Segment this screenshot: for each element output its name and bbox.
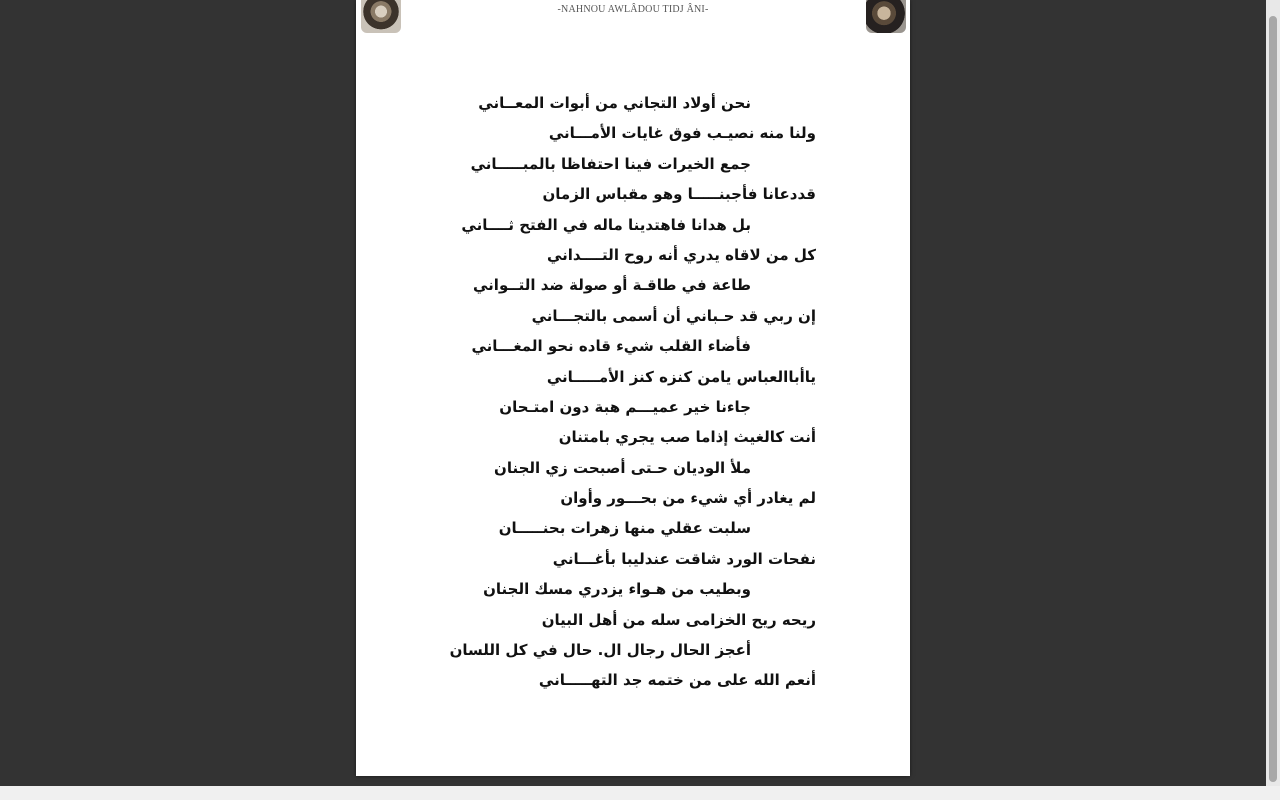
portrait-right-image <box>866 0 906 33</box>
verse-line: أعجز الحال رجال ال. حال في كل اللسان <box>449 641 751 660</box>
verse-line: ريحه ريح الخزامى سله من أهل البيان <box>541 610 816 629</box>
verse-line: طاعة في طاقـة أو صولة ضد التــواني <box>473 276 751 295</box>
verse-line: قددعانا فأجبنـــــا وهو مقباس الزمان <box>542 185 816 204</box>
verse-line: لم يغادر أي شيء من بحـــور وأوان <box>560 489 816 508</box>
verse-line: ملأ الوديان حـتى أصبحت زي الجنان <box>494 458 751 477</box>
verse-line: أنت كالغيث إذاما صب يجري بامتنان <box>558 428 816 447</box>
verse-line: نفحات الورد شاقت عندليبا بأغـــاني <box>552 549 816 568</box>
verse-line: ولنا منه نصيـب فوق غايات الأمـــاني <box>548 124 816 143</box>
bottom-bar <box>0 786 1280 800</box>
vertical-scrollbar[interactable] <box>1266 0 1280 786</box>
verse-line: ياأباالعباس يامن كنزه كنز الأمـــــاني <box>546 367 816 386</box>
verse-line: جاءنا خير عميـــم هبة دون امتـحان <box>499 397 751 416</box>
verse-line: نحن أولاد التجاني من أبوات المعــاني <box>478 94 751 112</box>
poem <box>449 88 816 696</box>
scrollbar-thumb[interactable] <box>1269 16 1277 782</box>
verse-line: سلبت عقلي منها زهرات بحنـــــان <box>498 519 751 538</box>
verse-line: فأضاء القلب شيء قاده نحو المغـــاني <box>471 337 751 356</box>
verse-line: إن ربي قد حـباني أن أسمى بالتجـــاني <box>531 306 816 325</box>
verse-line: أنعم الله على من ختمه جد التهـــــاني <box>538 671 816 690</box>
verse-line: جمع الخيرات فينا احتفاظا بالمبـــــاني <box>470 154 751 173</box>
verse-line: بل هدانا فاهتدينا ماله في الفتح ثــــاني <box>461 215 751 234</box>
verse-line: كل من لاقاه يدري أنه روح التــــداني <box>546 245 816 264</box>
page-header: -NAHNOU AWLÂDOU TIDJ ÂNI- <box>557 4 709 15</box>
verse-line: وبطيب من هـواء يزدري مسك الجنان <box>483 580 751 599</box>
document-page <box>356 0 910 776</box>
